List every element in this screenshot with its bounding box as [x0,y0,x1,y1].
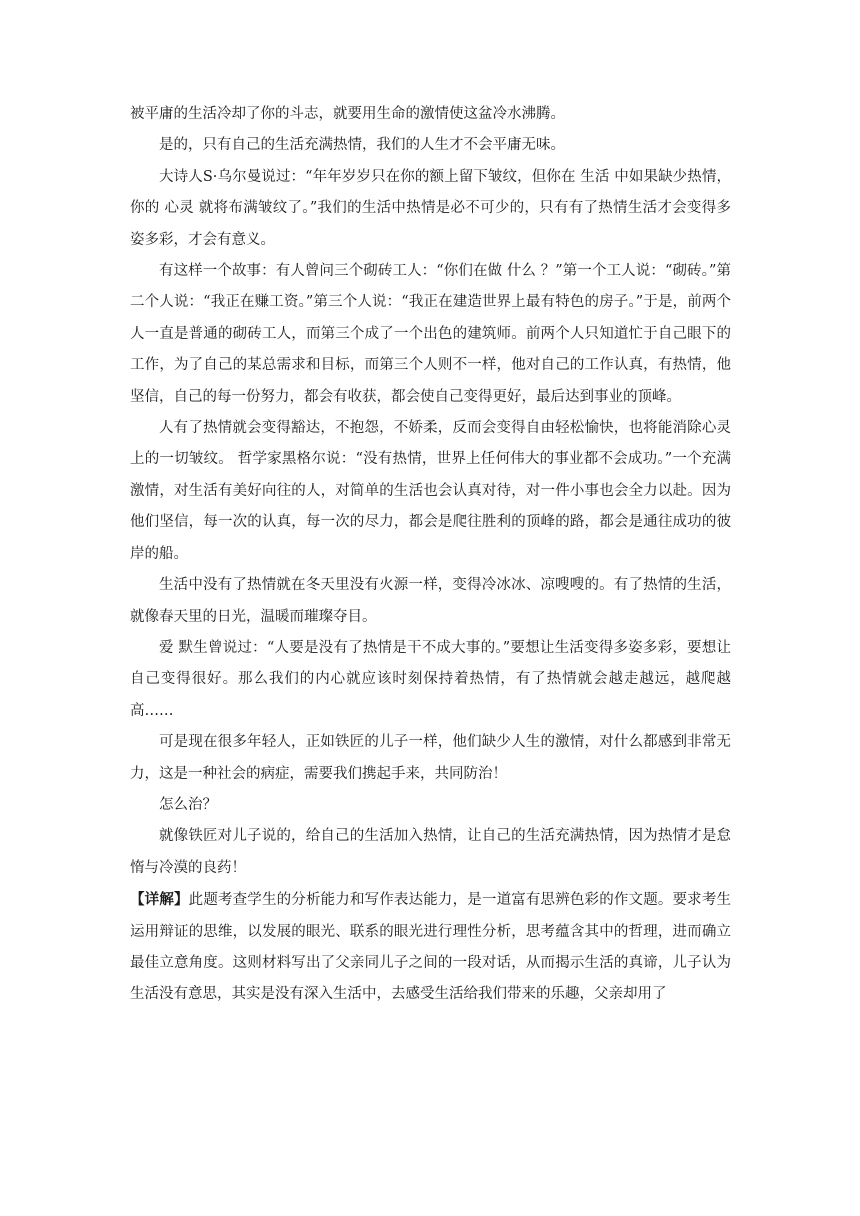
detail-text: 此题考查学生的分析能力和写作表达能力，是一道富有思辨色彩的作文题。要求考生运用辩证的思维，以发展的眼光、联系的眼光进行理性分析，思考蕴含其中的哲理，进而确立最佳立意角度。这则材料写出了父亲同儿子之间的一段对话，从而揭示生活的真谛，儿子认为生活没有意思，其实是没有深入生活中，去感受生活给我们带来的乐趣，父亲却用了 [130,892,732,1003]
paragraph-young-people: 可是现在很多年轻人，正如铁匠的儿子一样，他们缺少人生的激情，对什么都感到非常无力，这是一种社会的病症，需要我们携起手来，共同防治！ [130,734,731,782]
paragraph-bricklayer-story: 有这样一个故事：有人曾问三个砌砖工人：“你们在做 什么 ？”第一个工人说：“砌砖。”第二个人说：“我正在赚工资。”第三个人说：“我正在建造世界上最有特色的房子。”于是，前两个人一直是普通的砌砖工人，而第三个成了一个出色的建筑师。前两个人只知道忙于自己眼下的工作，为了自己的某总需求和目标，而第三个人则不一样，他对自己的工作认真，有热情，他坚信，自己的每一份努力，都会有收获，都会使自己变得更好，最后达到事业的顶峰。 [130,263,731,405]
paragraph-conclusion: 就像铁匠对儿子说的，给自己的生活加入热情，让自己的生活充满热情，因为热情才是怠惰与冷漠的良药！ [130,828,731,876]
paragraph-thesis: 是的，只有自己的生活充满热情，我们的人生才不会平庸无味。 [159,137,565,154]
paragraph-opening: 被平庸的生活冷却了你的斗志，就要用生命的激情使这盆冷水沸腾。 [130,106,565,122]
detail-tag: 【详解】 [130,891,189,909]
paragraph-hegel-quote: 人有了热情就会变得豁达，不抱怨，不娇柔，反而会变得自由轻松愉快，也将能消除心灵上的一切皱纹。 哲学家黑格尔说：“没有热情，世界上任何伟大的事业都不会成功。”一个充满激情，对生活有美好向往的人，对简单的生活也会认真对待，对一件小事也会全力以赴。因为他们坚信，每一次的认真，每一次的尽力，都会是爬往胜利的顶峰的路，都会是通往成功的彼岸的船。 [130,420,731,562]
paragraph-winter-spring: 生活中没有了热情就在冬天里没有火源一样，变得冷冰冰、凉嗖嗖的。有了热情的生活，就像春天里的日光，温暖而璀璨夺目。 [130,577,731,625]
paragraph-detail [130,884,731,1011]
paragraph-question: 怎么治？ [159,796,217,813]
document-body [130,99,731,1011]
paragraph-emerson-quote: 爱 默生曾说过：“人要是没有了热情是干不成大事的。”要想让生活变得多姿多彩，要想让自己变得很好。那么我们的内心就应该时刻保持着热情，有了热情就会越走越远，越爬越高…… [130,639,731,719]
paragraph-ullman-quote: 大诗人S·乌尔曼说过：“年年岁岁只在你的额上留下皱纹，但你在 生活 中如果缺少热情，你的 心灵 就将布满皱纹了。”我们的生活中热情是必不可少的，只有有了热情生活才会变得多姿多彩，才会有意义。 [130,168,731,248]
